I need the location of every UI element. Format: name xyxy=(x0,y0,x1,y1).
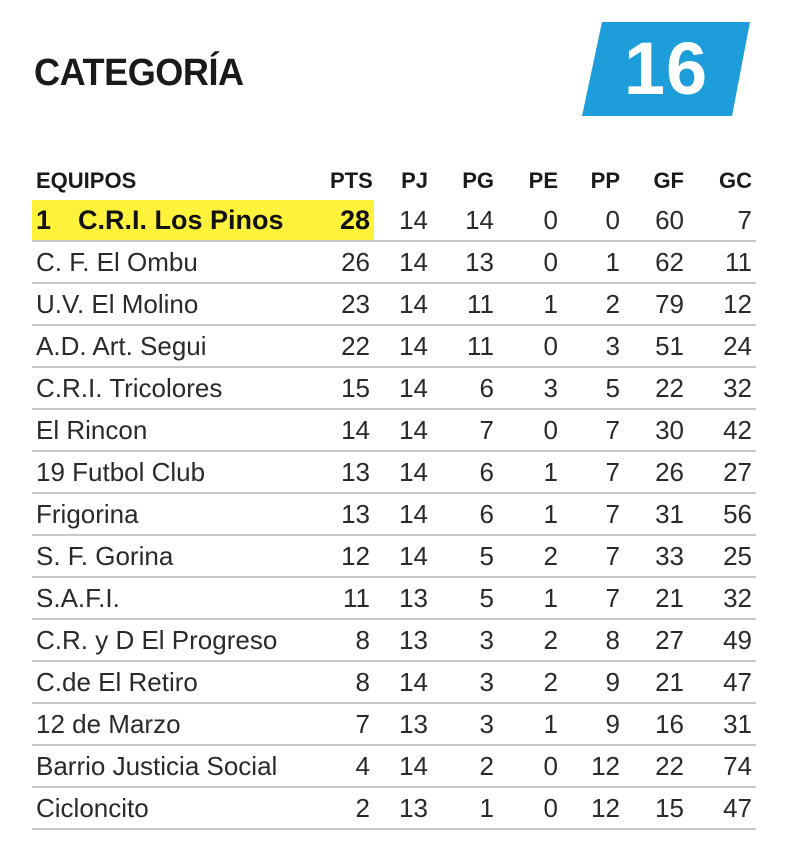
team-name-cell: A.D. Art. Segui xyxy=(32,325,330,367)
pg-cell: 11 xyxy=(432,283,498,325)
team-name-cell: El Rincon xyxy=(32,409,330,451)
category-number-badge xyxy=(582,22,750,116)
pe-cell: 1 xyxy=(498,703,562,745)
team-name-cell: S. F. Gorina xyxy=(32,535,330,577)
pts-cell: 23 xyxy=(330,283,374,325)
pts-cell: 12 xyxy=(330,535,374,577)
standings-body xyxy=(32,200,756,829)
pts-cell: 8 xyxy=(330,661,374,703)
gf-cell: 31 xyxy=(624,493,688,535)
pp-cell: 7 xyxy=(562,451,624,493)
team-name-cell: Frigorina xyxy=(32,493,330,535)
team-name-cell: C.R.I. Tricolores xyxy=(32,367,330,409)
pg-cell: 11 xyxy=(432,325,498,367)
table-row xyxy=(32,703,756,745)
pj-cell: 14 xyxy=(374,661,432,703)
pe-cell: 0 xyxy=(498,787,562,829)
column-header-pts: PTS xyxy=(330,168,373,193)
team-name-cell: Cicloncito xyxy=(32,787,330,829)
gc-cell: 11 xyxy=(688,241,756,283)
leader-row xyxy=(32,200,756,241)
pts-cell: 14 xyxy=(330,409,374,451)
category-title: CATEGORÍA xyxy=(34,52,244,94)
pe-cell: 1 xyxy=(498,451,562,493)
gc-cell: 32 xyxy=(688,367,756,409)
table-row xyxy=(32,325,756,367)
pg-cell: 3 xyxy=(432,619,498,661)
pj-cell: 13 xyxy=(374,577,432,619)
pts-cell: 2 xyxy=(330,787,374,829)
table-row xyxy=(32,283,756,325)
gf-cell: 62 xyxy=(624,241,688,283)
pe-cell: 1 xyxy=(498,493,562,535)
gf-cell: 26 xyxy=(624,451,688,493)
pj-cell: 14 xyxy=(374,241,432,283)
gc-cell: 47 xyxy=(688,787,756,829)
pp-cell: 5 xyxy=(562,367,624,409)
pg-cell: 1 xyxy=(432,787,498,829)
team-name-cell: C.R. y D El Progreso xyxy=(32,619,330,661)
pts-cell: 8 xyxy=(330,619,374,661)
gf-cell: 21 xyxy=(624,577,688,619)
gc-cell: 47 xyxy=(688,661,756,703)
pts-cell: 13 xyxy=(330,493,374,535)
pj-cell: 14 xyxy=(374,745,432,787)
pe-cell: 2 xyxy=(498,535,562,577)
pj-cell: 13 xyxy=(374,787,432,829)
pg-cell: 2 xyxy=(432,745,498,787)
pp-cell: 9 xyxy=(562,703,624,745)
column-header-pe: PE xyxy=(528,168,558,193)
pts-cell: 13 xyxy=(330,451,374,493)
leader-pg: 14 xyxy=(432,200,498,241)
gf-cell: 27 xyxy=(624,619,688,661)
pp-cell: 7 xyxy=(562,409,624,451)
standings-header xyxy=(32,162,756,200)
leader-gc: 7 xyxy=(688,200,756,241)
column-header-gf: GF xyxy=(653,168,684,193)
gf-cell: 33 xyxy=(624,535,688,577)
pg-cell: 5 xyxy=(432,535,498,577)
pe-cell: 1 xyxy=(498,283,562,325)
team-name-cell: U.V. El Molino xyxy=(32,283,330,325)
table-row xyxy=(32,409,756,451)
pts-cell: 4 xyxy=(330,745,374,787)
team-name-cell: C.de El Retiro xyxy=(32,661,330,703)
table-row xyxy=(32,535,756,577)
gc-cell: 32 xyxy=(688,577,756,619)
leader-team-name: C.R.I. Los Pinos xyxy=(78,204,284,235)
gf-cell: 22 xyxy=(624,745,688,787)
pe-cell: 0 xyxy=(498,745,562,787)
gc-cell: 49 xyxy=(688,619,756,661)
pts-cell: 22 xyxy=(330,325,374,367)
table-row xyxy=(32,367,756,409)
pe-cell: 0 xyxy=(498,409,562,451)
team-name-cell: C. F. El Ombu xyxy=(32,241,330,283)
gf-cell: 30 xyxy=(624,409,688,451)
pe-cell: 2 xyxy=(498,619,562,661)
table-row xyxy=(32,493,756,535)
pe-cell: 2 xyxy=(498,661,562,703)
pe-cell: 0 xyxy=(498,241,562,283)
pj-cell: 14 xyxy=(374,367,432,409)
table-row xyxy=(32,745,756,787)
badge-number: 16 xyxy=(623,27,709,110)
pg-cell: 6 xyxy=(432,493,498,535)
leader-team-cell xyxy=(32,200,330,241)
table-row xyxy=(32,241,756,283)
pp-cell: 9 xyxy=(562,661,624,703)
pts-cell: 15 xyxy=(330,367,374,409)
pp-cell: 7 xyxy=(562,535,624,577)
gc-cell: 74 xyxy=(688,745,756,787)
gc-cell: 42 xyxy=(688,409,756,451)
team-name-cell: Barrio Justicia Social xyxy=(32,745,330,787)
team-name-cell: S.A.F.I. xyxy=(32,577,330,619)
pj-cell: 14 xyxy=(374,409,432,451)
gf-cell: 21 xyxy=(624,661,688,703)
pp-cell: 3 xyxy=(562,325,624,367)
pe-cell: 1 xyxy=(498,577,562,619)
pj-cell: 14 xyxy=(374,283,432,325)
pj-cell: 14 xyxy=(374,451,432,493)
pj-cell: 14 xyxy=(374,493,432,535)
table-row xyxy=(32,577,756,619)
column-header-pj: PJ xyxy=(401,168,428,193)
table-row xyxy=(32,787,756,829)
pp-cell: 12 xyxy=(562,787,624,829)
gc-cell: 25 xyxy=(688,535,756,577)
gf-cell: 79 xyxy=(624,283,688,325)
pj-cell: 13 xyxy=(374,619,432,661)
gc-cell: 31 xyxy=(688,703,756,745)
pp-cell: 7 xyxy=(562,493,624,535)
gc-cell: 56 xyxy=(688,493,756,535)
gf-cell: 16 xyxy=(624,703,688,745)
pp-cell: 2 xyxy=(562,283,624,325)
pts-cell: 7 xyxy=(330,703,374,745)
table-row xyxy=(32,661,756,703)
pg-cell: 6 xyxy=(432,451,498,493)
leader-pts: 28 xyxy=(330,200,374,241)
column-header-gc: GC xyxy=(719,168,752,193)
team-name-cell: 12 de Marzo xyxy=(32,703,330,745)
pj-cell: 14 xyxy=(374,535,432,577)
gc-cell: 12 xyxy=(688,283,756,325)
pts-cell: 11 xyxy=(330,577,374,619)
column-header-pp: PP xyxy=(590,168,620,193)
header-row xyxy=(32,162,756,200)
team-name-cell: 19 Futbol Club xyxy=(32,451,330,493)
pts-cell: 26 xyxy=(330,241,374,283)
leader-pp: 0 xyxy=(562,200,624,241)
standings-table xyxy=(32,162,756,830)
pg-cell: 3 xyxy=(432,661,498,703)
pp-cell: 12 xyxy=(562,745,624,787)
pp-cell: 1 xyxy=(562,241,624,283)
pg-cell: 13 xyxy=(432,241,498,283)
gf-cell: 22 xyxy=(624,367,688,409)
pg-cell: 6 xyxy=(432,367,498,409)
pg-cell: 5 xyxy=(432,577,498,619)
table-row xyxy=(32,451,756,493)
column-header-team: EQUIPOS xyxy=(36,168,137,193)
pp-cell: 8 xyxy=(562,619,624,661)
pe-cell: 3 xyxy=(498,367,562,409)
gc-cell: 24 xyxy=(688,325,756,367)
leader-rank: 1 xyxy=(36,204,52,235)
gc-cell: 27 xyxy=(688,451,756,493)
gf-cell: 51 xyxy=(624,325,688,367)
column-header-pg: PG xyxy=(462,168,494,193)
gf-cell: 15 xyxy=(624,787,688,829)
table-row xyxy=(32,619,756,661)
pg-cell: 3 xyxy=(432,703,498,745)
pj-cell: 13 xyxy=(374,703,432,745)
leader-pj: 14 xyxy=(374,200,432,241)
pp-cell: 7 xyxy=(562,577,624,619)
leader-pe: 0 xyxy=(498,200,562,241)
pe-cell: 0 xyxy=(498,325,562,367)
leader-gf: 60 xyxy=(624,200,688,241)
pj-cell: 14 xyxy=(374,325,432,367)
pg-cell: 7 xyxy=(432,409,498,451)
